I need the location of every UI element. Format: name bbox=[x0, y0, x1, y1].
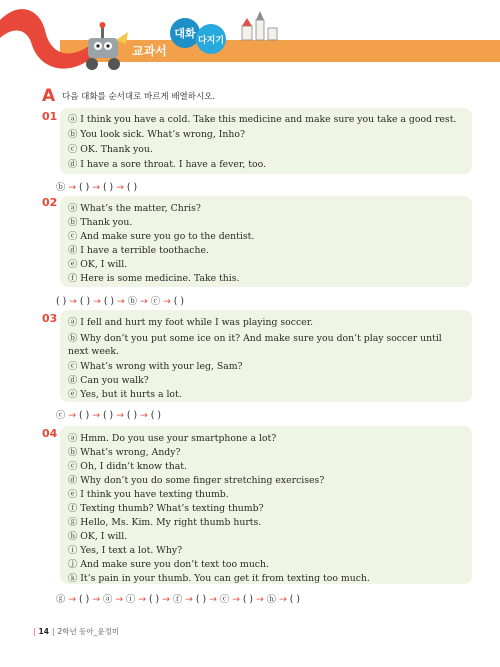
dialogue-line: ⓓ Why don’t you do some finger stretching exercises? bbox=[68, 475, 325, 486]
section-instruction: 다음 대화를 순서대로 바르게 배열하시오. bbox=[62, 92, 216, 102]
arrow-icon: → bbox=[256, 594, 264, 605]
dialogue-line: ⓑ Thank you. bbox=[68, 217, 133, 228]
robot-mascot-icon bbox=[76, 20, 132, 72]
arrow-icon: → bbox=[140, 296, 148, 307]
dialogue-line: ⓑ You look sick. What’s wrong, Inho? bbox=[68, 129, 245, 140]
dialogue-line: ⓐ What’s the matter, Chris? bbox=[68, 203, 201, 214]
answer-sequence[interactable]: ⓑ → ( ) → ( ) → ( ) bbox=[56, 182, 138, 193]
header-banner bbox=[0, 0, 500, 78]
arrow-icon: → bbox=[140, 410, 148, 421]
arrow-icon: → bbox=[68, 410, 77, 421]
arrow-icon: → bbox=[116, 410, 124, 421]
arrow-icon: → bbox=[116, 182, 124, 193]
arrow-icon: → bbox=[92, 182, 100, 193]
arrow-icon: → bbox=[185, 594, 193, 605]
dialogue-line: ⓘ Yes, I text a lot. Why? bbox=[68, 545, 183, 556]
dialogue-line: ⓓ Can you walk? bbox=[68, 375, 149, 386]
dialogue-line: ⓑ Why don’t you put some ice on it? And make sure you don’t play soccer until bbox=[68, 333, 442, 344]
answer-sequence[interactable]: ⓖ → ( ) → ⓐ → ⓘ → ( ) → ⓕ → ( ) → ⓒ → ( ) → ⓗ → ( ) bbox=[56, 594, 300, 605]
section-letter: A bbox=[42, 86, 56, 106]
arrow-icon: → bbox=[92, 410, 100, 421]
arrow-icon: → bbox=[115, 594, 123, 605]
dialogue-line: ⓓ I have a terrible toothache. bbox=[68, 245, 209, 256]
arrow-icon: → bbox=[93, 296, 101, 307]
question-number: 03 bbox=[42, 312, 58, 325]
arrow-icon: → bbox=[92, 594, 100, 605]
arrow-icon: → bbox=[162, 594, 170, 605]
town-decoration-icon bbox=[240, 8, 280, 44]
arrow-icon: → bbox=[163, 296, 171, 307]
dialogue-line: ⓕ Texting thumb? What’s texting thumb? bbox=[68, 503, 264, 514]
dialogue-line: ⓐ I think you have a cold. Take this medicine and make sure you take a good rest. bbox=[68, 114, 457, 125]
arrow-icon: → bbox=[68, 182, 77, 193]
banner-bubble-secondary: 다지기 bbox=[196, 24, 226, 54]
dialogue-line: ⓚ It’s pain in your thumb. You can get it from texting too much. bbox=[68, 573, 370, 584]
section-heading bbox=[42, 86, 215, 106]
arrow-icon: → bbox=[117, 296, 125, 307]
banner-title: 교과서 bbox=[132, 44, 167, 58]
dialogue-line: ⓓ I have a sore throat. I have a fever, too. bbox=[68, 159, 266, 170]
dialogue-line: ⓒ And make sure you go to the dentist. bbox=[68, 231, 255, 242]
dialogue-line: ⓒ OK. Thank you. bbox=[68, 144, 153, 155]
dialogue-line: next week. bbox=[68, 346, 119, 357]
arrow-icon: → bbox=[69, 296, 77, 307]
arrow-icon: → bbox=[279, 594, 287, 605]
arrow-icon: → bbox=[232, 594, 240, 605]
question-number: 01 bbox=[42, 110, 58, 123]
dialogue-line: ⓒ What’s wrong with your leg, Sam? bbox=[68, 361, 243, 372]
arrow-icon: → bbox=[138, 594, 147, 605]
page-footer: | 14 | 2학년 동아_윤정미 bbox=[33, 627, 120, 636]
dialogue-line: ⓔ Yes, but it hurts a lot. bbox=[68, 389, 182, 400]
banner-bubble-primary: 대화 bbox=[170, 18, 200, 48]
dialogue-line: ⓔ I think you have texting thumb. bbox=[68, 489, 229, 500]
dialogue-line: ⓐ Hmm. Do you use your smartphone a lot? bbox=[68, 433, 277, 444]
dialogue-line: ⓑ What’s wrong, Andy? bbox=[68, 447, 181, 458]
dialogue-line: ⓕ Here is some medicine. Take this. bbox=[68, 273, 240, 284]
dialogue-line: ⓙ And make sure you don’t text too much. bbox=[68, 559, 269, 570]
dialogue-line: ⓔ OK, I will. bbox=[68, 259, 128, 270]
dialogue-line: ⓒ Oh, I didn’t know that. bbox=[68, 461, 187, 472]
dialogue-line: ⓖ Hello, Ms. Kim. My right thumb hurts. bbox=[68, 517, 262, 528]
answer-sequence[interactable]: ( ) → ( ) → ( ) → ⓑ → ⓒ → ( ) bbox=[56, 296, 185, 307]
dialogue-line: ⓗ OK, I will. bbox=[68, 531, 128, 542]
page-number: 14 bbox=[38, 627, 49, 636]
question-number: 04 bbox=[42, 427, 58, 440]
dialogue-line: ⓐ I fell and hurt my foot while I was playing soccer. bbox=[68, 317, 314, 328]
question-number: 02 bbox=[42, 196, 58, 209]
footer-text: 2학년 동아_윤정미 bbox=[57, 627, 120, 636]
answer-sequence[interactable]: ⓒ → ( ) → ( ) → ( ) → ( ) bbox=[56, 410, 161, 421]
arrow-icon: → bbox=[68, 594, 77, 605]
arrow-icon: → bbox=[209, 594, 217, 605]
